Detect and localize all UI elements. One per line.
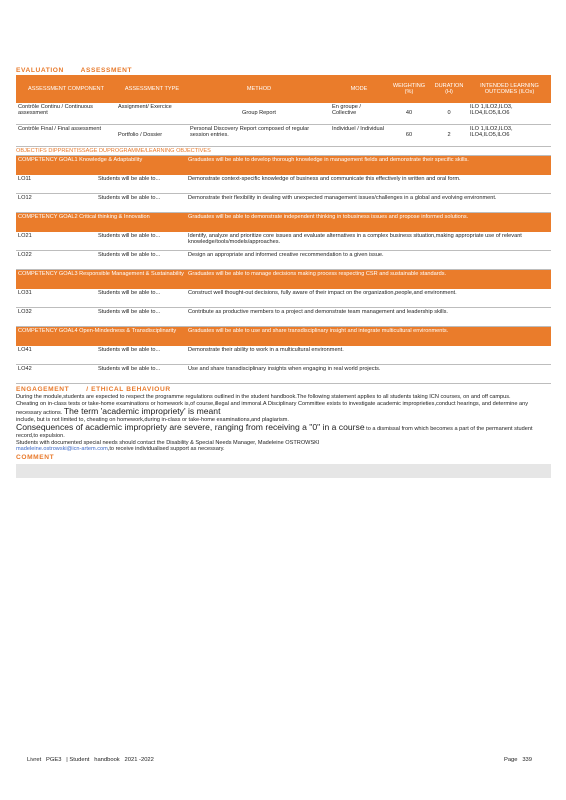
cell-type: Assignment/ Exercice [116, 103, 188, 125]
ethics-paragraph: include, but is not limited to, cheating on homework,during in-class or take-home examinations,and plagiarism. [16, 416, 289, 423]
competency-label: COMPETENCY GOAL4 Open-Mindedness & Transdisciplinarity [18, 328, 177, 334]
comment-box [16, 464, 551, 478]
header-weighting: WEIGHTING (%) [388, 75, 430, 103]
ethics-emphasis: The term 'academic impropriety' is meant [63, 406, 221, 417]
lo-code: LO21 [16, 232, 96, 251]
competency-description: Graduates will be able to manage decisions making process respecting CSR and sustainable standards. [188, 271, 447, 277]
lo-prefix: Students will be able to... [96, 308, 186, 327]
lo-code: LO22 [16, 251, 96, 270]
learning-outcome-row [16, 308, 551, 327]
lo-text: Construct well thought-out decisions, fully aware of their impact on the organization,people,and environment. [186, 289, 551, 308]
lo-code: LO32 [16, 308, 96, 327]
cell-method: Personal Discovery Report composed of regular session entries. [188, 125, 330, 147]
competency-description: Graduates will be able to develop thorough knowledge in management fields and demonstrate their specific skills. [188, 157, 469, 163]
learning-outcome-row [16, 194, 551, 213]
lo-code: LO11 [16, 175, 96, 194]
lo-text: Demonstrate context-specific knowledge of business and communicate this effectively in written and oral form. [186, 175, 551, 194]
assessment-header-row [16, 75, 551, 103]
ethics-text-span: ,to receive individualised support as necessary. [107, 446, 225, 453]
assessment-row [16, 103, 551, 125]
header-duration: DURATION (H) [430, 75, 468, 103]
lo-prefix: Students will be able to... [96, 175, 186, 194]
cell-component: Contrôle Continu / Continuous assessment [16, 103, 116, 125]
lo-text: Demonstrate their flexibility in dealing with unexpected management issues/challenges in a global and evolving environment. [186, 194, 551, 213]
footer-left: Livret PGE3 | Student handbook 2021 -2022 [27, 757, 154, 763]
cell-duration: 2 [430, 125, 468, 147]
lo-prefix: Students will be able to... [96, 194, 186, 213]
lo-text: Contribute as productive members to a project and demonstrate team management and leadership skills. [186, 308, 551, 327]
competency-label: COMPETENCY GOAL1 Knowledge & Adaptability [18, 157, 143, 163]
lo-code: LO12 [16, 194, 96, 213]
cell-weighting: 40 [388, 103, 430, 125]
learning-outcome-row [16, 289, 551, 308]
syllabus-page [16, 66, 551, 478]
assessment-table [16, 75, 551, 147]
contact-email-link[interactable]: madeleine.ostrowski@icn-artem.com [16, 446, 108, 453]
comment-title: COMMENT [16, 453, 55, 461]
header-component: ASSESSMENT COMPONENT [16, 75, 116, 103]
ethics-paragraph [16, 446, 551, 453]
ethics-text-span: to a dismissal from which becomes a part of the permanent student record,to expulsion. [16, 426, 533, 439]
header-mode: MODE [330, 75, 388, 103]
learning-outcome-row [16, 365, 551, 384]
competency-row-goal4 [16, 327, 551, 347]
ethics-paragraph [16, 423, 551, 439]
cell-type: Portfolio / Dossier [116, 125, 188, 147]
cell-method: Group Report [188, 103, 330, 125]
cell-ilo: ILO 1,ILO2,ILO3, ILO4,ILO5,ILO6 [468, 103, 551, 125]
competency-description: Graduates will be able to demonstrate independent thinking in tobusiness issues and propose informed solutions. [188, 214, 469, 220]
ethics-paragraph [16, 401, 551, 417]
cell-mode: Individuel / Individual [330, 125, 388, 147]
lo-prefix: Students will be able to... [96, 289, 186, 308]
lo-text: Identify, analyze and prioritize core issues and evaluate alternatives in a complex business situation,making appropriate use of relevant knowledge/tools/models/approaches. [186, 232, 551, 251]
ethics-text-span: Cheating on in-class tests or take-home examinations or homework is,of course,illegal and immoral.A Disciplinary Committee exists to investigate academic improprieties,conduct hearings, and determine any necessary actions. [16, 400, 529, 417]
learning-outcome-row [16, 232, 551, 251]
lo-prefix: Students will be able to... [96, 251, 186, 270]
assessment-row [16, 125, 551, 147]
competency-table [16, 156, 551, 384]
competency-row-goal2 [16, 213, 551, 233]
lo-text: Design an appropriate and informed creative recommendation to a given issue. [186, 251, 551, 270]
lo-code: LO41 [16, 346, 96, 365]
competency-row-goal3 [16, 270, 551, 290]
cell-weighting: 60 [388, 125, 430, 147]
cell-mode: En groupe / Collective [330, 103, 388, 125]
lo-text: Use and share transdisciplinary insights when engaging in real world projects. [186, 365, 551, 384]
competency-description: Graduates will be able to use and share transdisciplinary insight and integrate multicultural environments. [188, 328, 449, 334]
cell-ilo: ILO 1,ILO2,ILO3, ILO4,ILO5,ILO6 [468, 125, 551, 147]
header-type: ASSESSMENT TYPE [116, 75, 188, 103]
competency-row-goal1 [16, 156, 551, 175]
lo-prefix: Students will be able to... [96, 365, 186, 384]
ethics-paragraph: Students with documented special needs should contact the Disability & Special Needs Manager, Madeleine OSTROWSKI [16, 439, 320, 446]
ethics-title: ENGAGEMENT / ETHICAL BEHAVIOUR [16, 386, 171, 393]
lo-code: LO42 [16, 365, 96, 384]
learning-outcome-row [16, 175, 551, 194]
ethics-paragraph: During the module,students are expected to respect the programme regulations outlined in the student handbook.The following statement applies to all students taking ICN courses, on and off campus. [16, 394, 511, 400]
lo-code: LO31 [16, 289, 96, 308]
lo-prefix: Students will be able to... [96, 346, 186, 365]
evaluation-title: EVALUATION ASSESSMENT [16, 67, 133, 74]
competency-label: COMPETENCY GOAL3 Responsible Management & Sustainability [18, 271, 184, 277]
cell-component: Contrôle Final / Final assessment [16, 125, 116, 147]
cell-duration: 0 [430, 103, 468, 125]
lo-prefix: Students will be able to... [96, 232, 186, 251]
lo-text: Demonstrate their ability to work in a multicultural environment. [186, 346, 551, 365]
learning-outcome-row [16, 251, 551, 270]
header-ilo: INTENDED LEARNING OUTCOMES (ILOs) [468, 75, 551, 103]
page-number: Page 339 [503, 757, 532, 763]
learning-outcome-row [16, 346, 551, 365]
header-method: METHOD [188, 75, 330, 103]
objectives-title: OBJECTIFS DIPPRENTISSAGE DUPROGRAMME/LEARNING OBJECTIVES [16, 147, 551, 156]
ethics-emphasis: Consequences of academic impropriety are severe, ranging from receiving a "0" in a course [16, 422, 365, 433]
ethics-text [16, 394, 551, 453]
competency-label: COMPETENCY GOAL2 Critical thinking & Innovation [18, 214, 150, 220]
